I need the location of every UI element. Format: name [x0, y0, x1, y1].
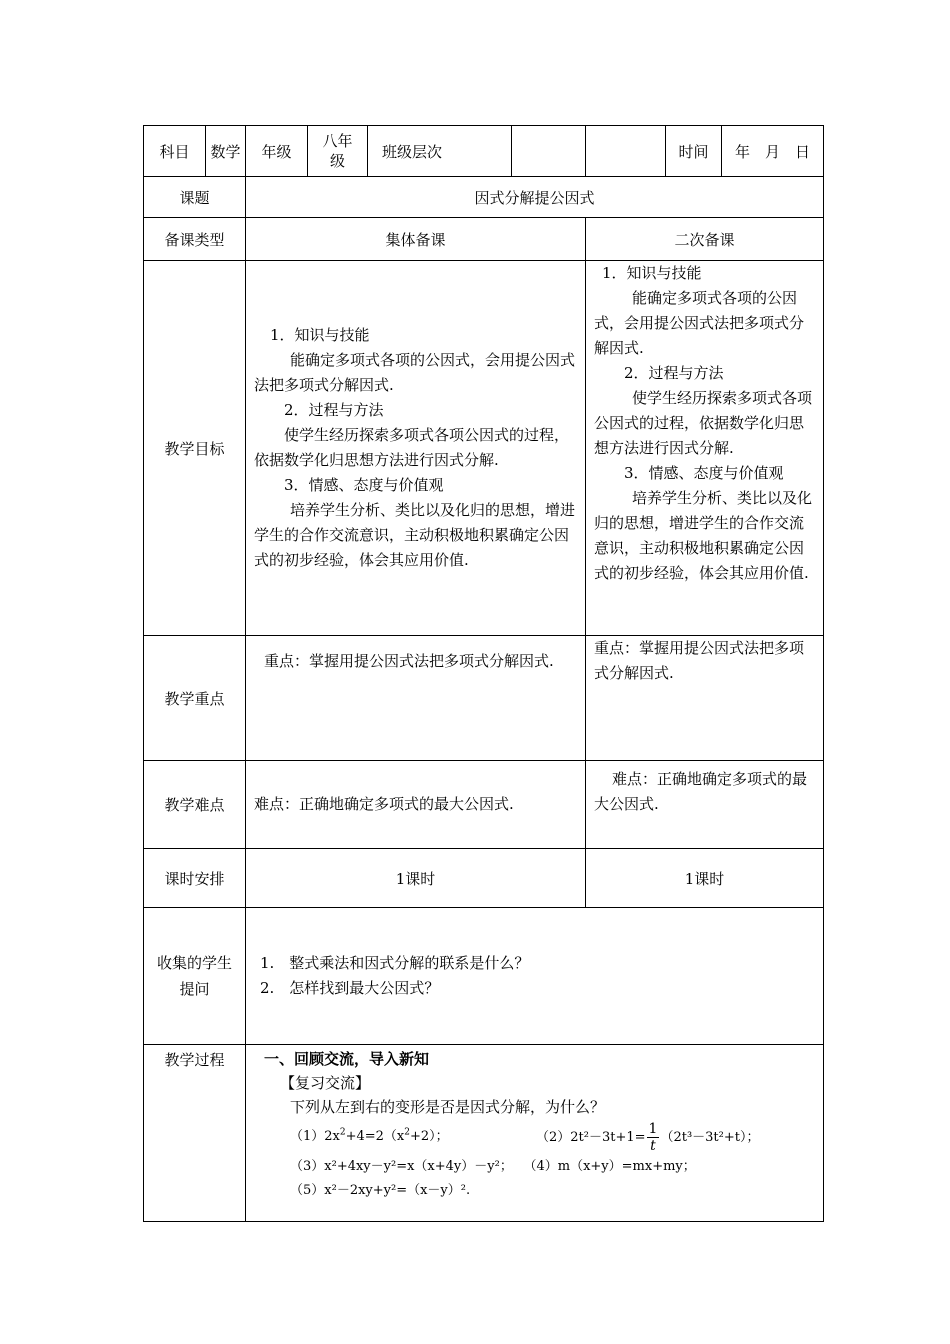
obj-s-5: 3．情感、态度与价值观 — [624, 464, 784, 482]
key-points-label: 教学重点 — [144, 636, 246, 761]
prep-type-secondary: 二次备课 — [586, 218, 824, 261]
equation-2-fraction — [647, 1121, 660, 1154]
header-row — [144, 126, 824, 177]
date-text: 年 月 日 — [722, 126, 824, 177]
questions-row — [144, 908, 824, 1045]
topic-label: 课题 — [144, 177, 246, 218]
equation-2 — [536, 1121, 759, 1154]
topic-value: 因式分解提公因式 — [246, 177, 824, 218]
equation-row-1 — [256, 1119, 815, 1155]
key-points-secondary — [586, 636, 824, 761]
process-cell — [246, 1045, 824, 1222]
obj-s-3: 2．过程与方法 — [624, 364, 724, 382]
difficulties-label: 教学难点 — [144, 761, 246, 849]
key-points-collective-text: 重点：掌握用提公因式法把多项式分解因式. — [264, 652, 554, 670]
equation-row-2 — [256, 1155, 815, 1179]
key-points-row — [144, 636, 824, 761]
obj-c-6: 培养学生分析、类比以及化归的思想，增进学生的合作交流意识，主动积极地积累确定公因式的初步经验，体会其应用价值. — [254, 501, 576, 569]
obj-s-4: 使学生经历探索多项式各项公因式的过程，依据数学化归思想方法进行因式分解. — [594, 389, 813, 457]
equation-2-left: （2）2t²－3t+1= — [536, 1129, 646, 1145]
schedule-secondary: 1课时 — [586, 849, 824, 908]
time-label: 时间 — [666, 126, 722, 177]
fraction-denominator: t — [650, 1137, 656, 1154]
grade-value-line1: 八年 — [322, 132, 353, 150]
obj-c-2: 能确定多项式各项的公因式，会用提公因式法把多项式分解因式. — [254, 351, 576, 394]
question-item: 2. 怎样找到最大公因式？ — [260, 979, 440, 997]
class-level-label: 班级层次 — [368, 126, 512, 177]
grade-value — [308, 126, 368, 177]
key-points-secondary-text: 重点：掌握用提公因式法把多项式分解因式. — [594, 639, 805, 682]
obj-c-1: 1．知识与技能 — [270, 326, 370, 344]
class-level-value — [512, 126, 586, 177]
equation-1: $(1)2x^2+4=2(x^2+2)$； — [290, 1127, 449, 1144]
obj-s-2: 能确定多项式各项的公因式，会用提公因式法把多项式分解因式. — [594, 289, 805, 357]
equation-3: （3）x²+4xy－y²=x（x+4y）－y²； — [290, 1159, 507, 1174]
prep-type-collective: 集体备课 — [246, 218, 586, 261]
equation-2-right: （2t³－3t²+t）； — [660, 1129, 760, 1145]
difficulties-secondary — [586, 761, 824, 849]
obj-s-6: 培养学生分析、类比以及化归的思想，增进学生的合作交流意识，主动积极地积累确定公因式的初步经验，体会其应用价值. — [594, 489, 813, 582]
objectives-label: 教学目标 — [144, 261, 246, 636]
grade-label: 年级 — [246, 126, 308, 177]
difficulties-secondary-text: 难点：正确地确定多项式的最大公因式. — [594, 770, 808, 813]
review-heading: 【复习交流】 — [280, 1074, 371, 1092]
equation-5: （5）x²－2xy+y²=（x－y）². — [290, 1183, 471, 1198]
process-row — [144, 1045, 824, 1222]
obj-c-5: 3．情感、态度与价值观 — [284, 476, 444, 494]
difficulties-row — [144, 761, 824, 849]
objectives-collective — [246, 261, 586, 636]
objectives-row — [144, 261, 824, 636]
questions-cell — [246, 908, 824, 1045]
obj-c-4: 使学生经历探索多项式各项公因式的过程，依据数学化归思想方法进行因式分解. — [254, 426, 570, 469]
process-content — [246, 1045, 823, 1203]
obj-s-1: 1．知识与技能 — [602, 264, 702, 282]
process-label: 教学过程 — [144, 1045, 246, 1222]
process-section-title: 一、回顾交流，导入新知 — [264, 1050, 430, 1068]
fraction-numerator: 1 — [648, 1120, 658, 1137]
question-item: 1. 整式乘法和因式分解的联系是什么？ — [260, 954, 530, 972]
questions-label-line1: 收集的学生 — [156, 954, 232, 972]
questions-list — [246, 951, 823, 1001]
difficulties-collective — [246, 761, 586, 849]
topic-row — [144, 177, 824, 218]
prep-type-row — [144, 218, 824, 261]
schedule-row — [144, 849, 824, 908]
obj-c-3: 2．过程与方法 — [284, 401, 384, 419]
difficulties-collective-text: 难点：正确地确定多项式的最大公因式. — [254, 795, 514, 813]
subject-value: 数学 — [206, 126, 246, 177]
schedule-collective: 1课时 — [246, 849, 586, 908]
objectives-secondary — [586, 261, 824, 636]
key-points-collective — [246, 636, 586, 761]
schedule-label: 课时安排 — [144, 849, 246, 908]
questions-label — [144, 908, 246, 1045]
questions-label-line2: 提问 — [179, 980, 210, 998]
equation-4: （4）m（x+y）=mx+my； — [523, 1159, 696, 1174]
grade-value-line2: 级 — [329, 152, 345, 170]
review-prompt: 下列从左到右的变形是否是因式分解，为什么？ — [290, 1098, 606, 1116]
lesson-plan-table — [143, 125, 824, 1222]
blank-cell — [586, 126, 666, 177]
prep-type-label: 备课类型 — [144, 218, 246, 261]
subject-label: 科目 — [144, 126, 206, 177]
